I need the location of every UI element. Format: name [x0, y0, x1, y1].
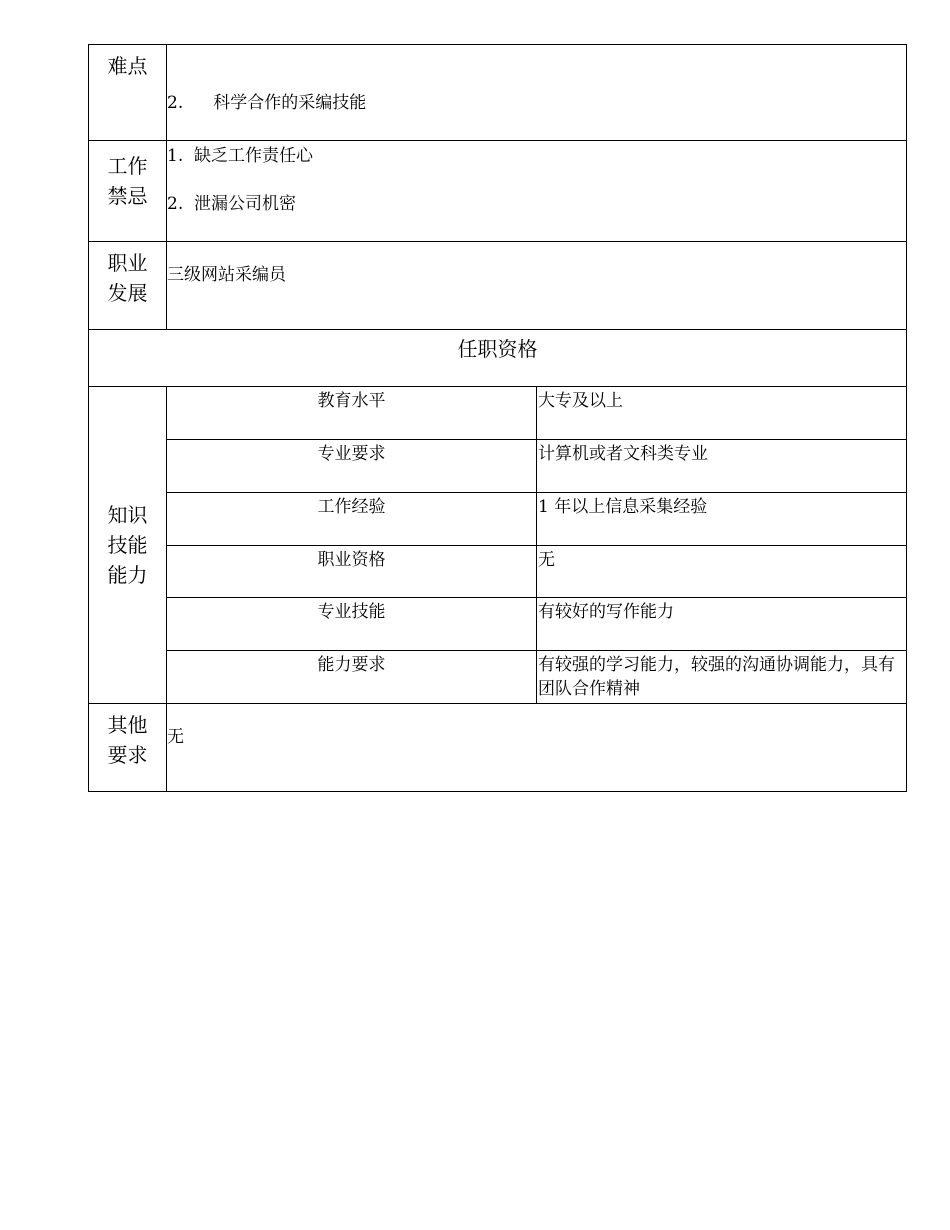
difficulty-item	[167, 91, 906, 115]
knowledge-item-label: 工作经验	[167, 493, 537, 546]
knowledge-item-value: 有较好的写作能力	[537, 598, 907, 651]
difficulty-item-number: 2.	[167, 93, 184, 113]
career-label-cell	[89, 242, 167, 330]
qualification-header: 任职资格	[89, 330, 907, 387]
knowledge-label-cell	[89, 387, 167, 704]
knowledge-item-label: 教育水平	[167, 387, 537, 440]
row-difficulty	[89, 45, 907, 141]
knowledge-item-label: 能力要求	[167, 651, 537, 704]
difficulty-label-cell	[89, 45, 167, 141]
knowledge-row	[89, 651, 907, 704]
other-content	[167, 704, 907, 792]
taboo-list	[167, 141, 906, 216]
job-description-table	[88, 44, 907, 792]
knowledge-item-label: 专业要求	[167, 440, 537, 493]
difficulty-content	[167, 45, 907, 141]
row-qualification-header	[89, 330, 907, 387]
knowledge-item-label: 职业资格	[167, 546, 537, 598]
taboo-item	[167, 144, 906, 168]
taboo-content	[167, 141, 907, 242]
taboo-label-cell	[89, 141, 167, 242]
knowledge-item-label: 专业技能	[167, 598, 537, 651]
career-content	[167, 242, 907, 330]
row-other	[89, 704, 907, 792]
career-value: 三级网站采编员	[167, 265, 286, 285]
other-value: 无	[167, 727, 184, 747]
taboo-item-number: 2.	[167, 194, 184, 214]
other-label-cell	[89, 704, 167, 792]
taboo-label: 工作禁忌	[107, 154, 148, 208]
difficulty-label: 难点	[107, 54, 148, 78]
taboo-item-number: 1.	[167, 146, 184, 166]
knowledge-item-value: 计算机或者文科类专业	[537, 440, 907, 493]
other-label: 其他要求	[107, 713, 148, 767]
knowledge-item-value: 大专及以上	[537, 387, 907, 440]
difficulty-list	[167, 45, 906, 115]
row-taboo	[89, 141, 907, 242]
taboo-item	[167, 192, 906, 216]
knowledge-item-value: 1 年以上信息采集经验	[537, 493, 907, 546]
knowledge-row	[89, 493, 907, 546]
knowledge-row	[89, 546, 907, 598]
taboo-item-text: 缺乏工作责任心	[194, 146, 314, 166]
career-label: 职业发展	[107, 251, 148, 305]
difficulty-item-text: 科学合作的采编技能	[213, 93, 367, 113]
knowledge-row	[89, 387, 907, 440]
knowledge-row	[89, 440, 907, 493]
taboo-item-text: 泄漏公司机密	[194, 194, 297, 214]
knowledge-item-value: 无	[537, 546, 907, 598]
knowledge-item-value: 有较强的学习能力，较强的沟通协调能力，具有团队合作精神	[537, 651, 907, 704]
knowledge-row	[89, 598, 907, 651]
knowledge-label: 知识技能能力	[107, 503, 148, 587]
row-career	[89, 242, 907, 330]
